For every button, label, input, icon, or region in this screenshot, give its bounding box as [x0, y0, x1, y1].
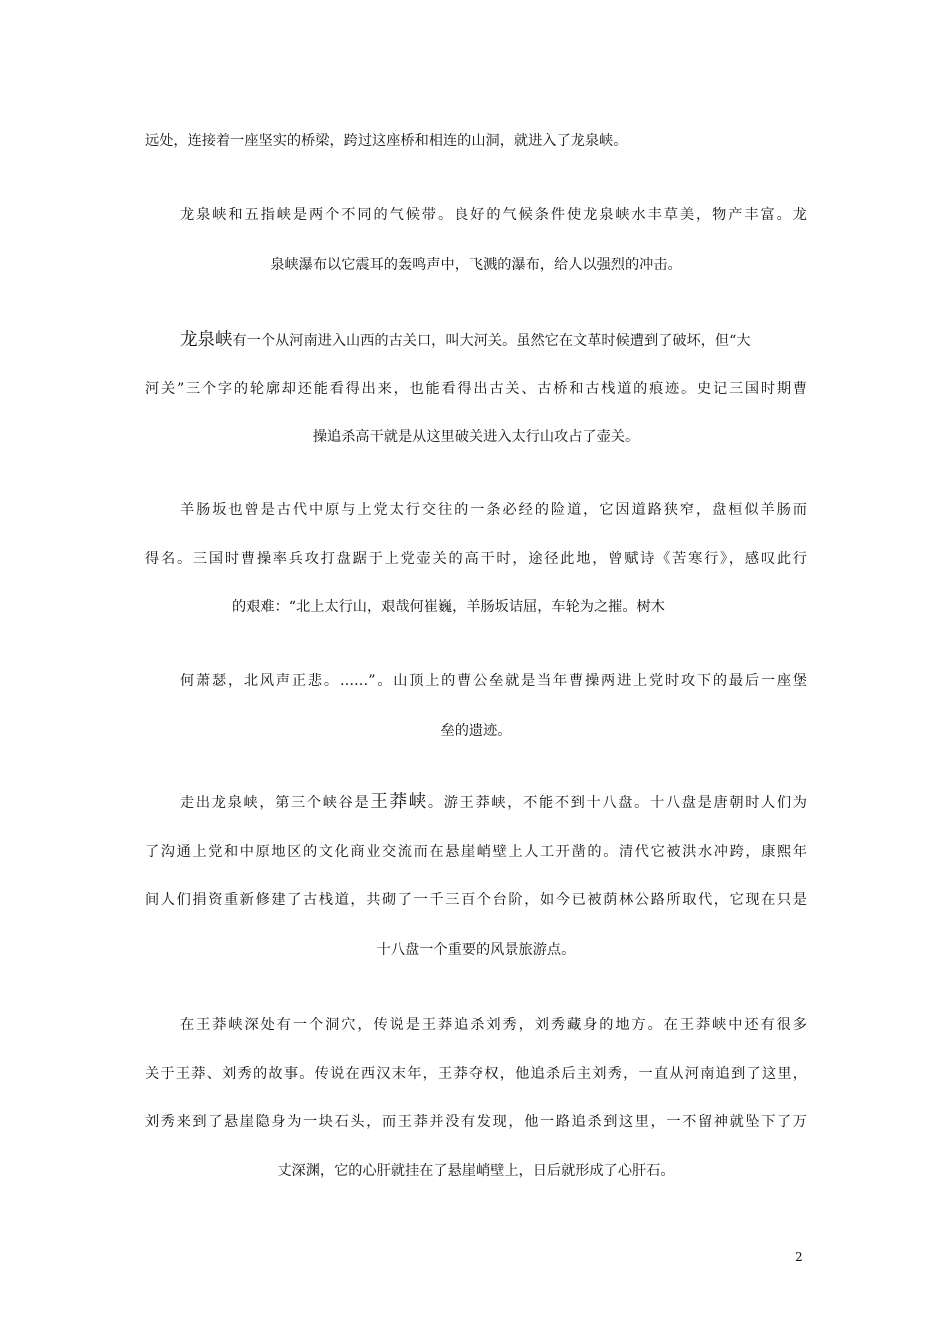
- paragraph-6-line-3: 刘秀来到了悬崖隐身为一块石头，而王莽并没有发现，他一路追杀到这里，一不留神就坠下了万: [145, 1114, 807, 1130]
- paragraph-2-line-1: 龙泉峡和五指峡是两个不同的气候带。良好的气候条件使龙泉峡水丰草美，物产丰富。龙: [180, 207, 807, 223]
- heading-longquanxia: 龙泉峡: [180, 330, 233, 350]
- paragraph-4-line-5: 垒的遗迹。: [440, 723, 512, 739]
- paragraph-5-line-3: 间人们捐资重新修建了古栈道，共砌了一千三百个台阶，如今已被荫林公路所取代，它现在只是: [145, 892, 807, 908]
- paragraph-4-line-2: 得名。三国时曹操率兵攻打盘踞于上党壶关的高干时，途径此地，曾赋诗《苦寒行》，感叹此行: [145, 551, 807, 567]
- paragraph-1-line-1: 远处，连接着一座坚实的桥梁，跨过这座桥和相连的山洞，就进入了龙泉峡。: [145, 133, 628, 149]
- paragraph-3-line-1-text: 有一个从河南进入山西的古关口，叫大河关。虽然它在文革时候遭到了破坏，但“大: [232, 333, 751, 349]
- paragraph-5-line-1: [180, 792, 807, 813]
- paragraph-5-line-2: 了沟通上党和中原地区的文化商业交流而在悬崖峭壁上人工开凿的。清代它被洪水冲跨，康熙年: [145, 844, 807, 860]
- paragraph-3-line-3: 操追杀高干就是从这里破关进入太行山攻占了壶关。: [312, 429, 640, 445]
- paragraph-5-line-1-post: 。游王莽峡，不能不到十八盘。十八盘是唐朝时人们为: [427, 795, 807, 811]
- paragraph-3-line-2: 河关”三个字的轮廓却还能看得出来，也能看得出古关、古桥和古栈道的痕迹。史记三国时期曹: [145, 381, 807, 397]
- paragraph-5-line-1-pre: 走出龙泉峡，第三个峡谷是: [180, 795, 371, 811]
- paragraph-5-line-4: 十八盘一个重要的风景旅游点。: [376, 942, 576, 958]
- page-number: 2: [795, 1250, 803, 1264]
- paragraph-4-line-1: 羊肠坂也曾是古代中原与上党太行交往的一条必经的险道，它因道路狭窄，盘桓似羊肠而: [180, 502, 807, 518]
- paragraph-3-line-1: [180, 330, 807, 351]
- paragraph-4-line-3: 的艰难：“北上太行山，艰哉何崔巍，羊肠坂诘屈，车轮为之摧。树木: [232, 599, 665, 615]
- paragraph-2-line-2: 泉峡瀑布以它震耳的轰鸣声中，飞溅的瀑布，给人以强烈的冲击。: [270, 257, 682, 273]
- paragraph-4-line-4: 何萧瑟，北风声正悲。……”。山顶上的曹公垒就是当年曹操两进上党时攻下的最后一座堡: [180, 673, 807, 689]
- paragraph-6-line-1: 在王莽峡深处有一个洞穴，传说是王莽追杀刘秀，刘秀藏身的地方。在王莽峡中还有很多: [180, 1017, 807, 1033]
- paragraph-6-line-4: 丈深渊，它的心肝就挂在了悬崖峭壁上，日后就形成了心肝石。: [277, 1163, 675, 1179]
- paragraph-6-line-2: 关于王莽、刘秀的故事。传说在西汉末年，王莽夺权，他追杀后主刘秀，一直从河南追到了这里，: [145, 1066, 807, 1082]
- heading-wangmangxia: 王莽峡: [370, 792, 428, 812]
